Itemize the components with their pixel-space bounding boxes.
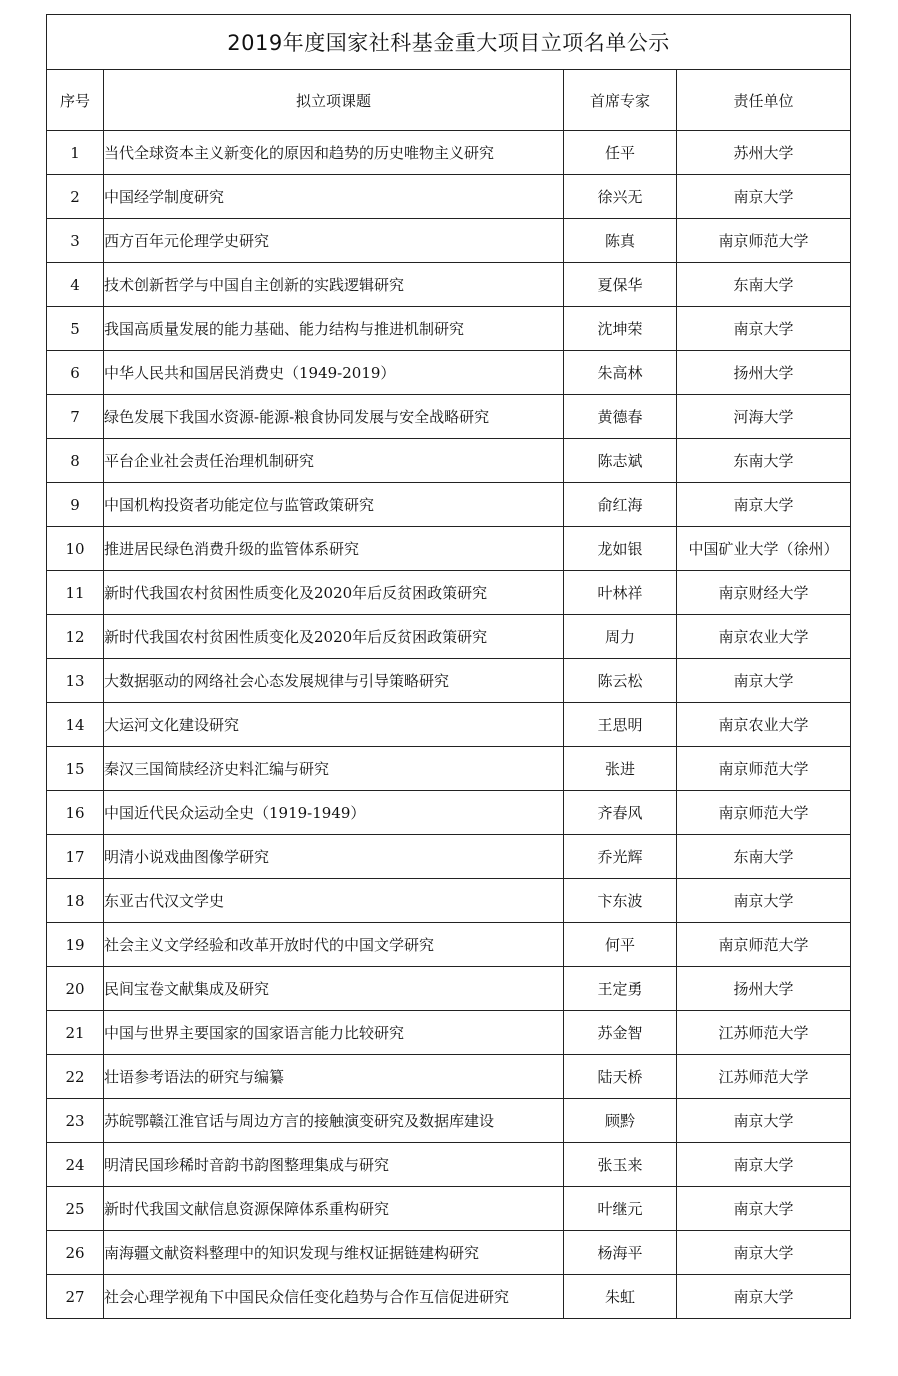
row-expert: 夏保华 [564, 263, 677, 307]
row-number: 1 [47, 131, 104, 175]
row-number: 10 [47, 527, 104, 571]
table-title: 2019年度国家社科基金重大项目立项名单公示 [47, 15, 851, 70]
row-unit: 南京师范大学 [677, 791, 851, 835]
row-number: 15 [47, 747, 104, 791]
row-expert: 顾黔 [564, 1099, 677, 1143]
row-number: 14 [47, 703, 104, 747]
table-body [47, 15, 851, 1319]
table-row [47, 615, 851, 659]
table-row [47, 131, 851, 175]
row-number: 16 [47, 791, 104, 835]
row-unit: 南京大学 [677, 483, 851, 527]
row-expert: 张玉来 [564, 1143, 677, 1187]
row-number: 27 [47, 1275, 104, 1319]
header-row [47, 70, 851, 131]
row-topic: 明清民国珍稀时音韵书韵图整理集成与研究 [104, 1143, 564, 1187]
row-number: 3 [47, 219, 104, 263]
column-header-unit: 责任单位 [677, 70, 851, 131]
table-row [47, 747, 851, 791]
table-row [47, 835, 851, 879]
column-header-expert: 首席专家 [564, 70, 677, 131]
table-row [47, 439, 851, 483]
row-expert: 叶继元 [564, 1187, 677, 1231]
row-number: 4 [47, 263, 104, 307]
row-unit: 江苏师范大学 [677, 1055, 851, 1099]
row-expert: 陈真 [564, 219, 677, 263]
row-expert: 朱高林 [564, 351, 677, 395]
column-header-no: 序号 [47, 70, 104, 131]
row-unit: 扬州大学 [677, 967, 851, 1011]
table-row [47, 1055, 851, 1099]
row-number: 18 [47, 879, 104, 923]
row-unit: 南京师范大学 [677, 219, 851, 263]
table-row [47, 1275, 851, 1319]
row-topic: 中国近代民众运动全史（1919-1949） [104, 791, 564, 835]
row-expert: 俞红海 [564, 483, 677, 527]
row-number: 17 [47, 835, 104, 879]
table-row [47, 307, 851, 351]
row-number: 20 [47, 967, 104, 1011]
row-topic: 新时代我国农村贫困性质变化及2020年后反贫困政策研究 [104, 571, 564, 615]
row-expert: 陈志斌 [564, 439, 677, 483]
table-row [47, 923, 851, 967]
row-topic: 社会心理学视角下中国民众信任变化趋势与合作互信促进研究 [104, 1275, 564, 1319]
row-number: 19 [47, 923, 104, 967]
row-unit: 南京大学 [677, 1099, 851, 1143]
row-unit: 东南大学 [677, 263, 851, 307]
table-row [47, 571, 851, 615]
row-topic: 平台企业社会责任治理机制研究 [104, 439, 564, 483]
row-number: 24 [47, 1143, 104, 1187]
project-list-table [46, 14, 851, 1319]
row-number: 8 [47, 439, 104, 483]
row-topic: 当代全球资本主义新变化的原因和趋势的历史唯物主义研究 [104, 131, 564, 175]
row-expert: 叶林祥 [564, 571, 677, 615]
row-number: 23 [47, 1099, 104, 1143]
table-row [47, 703, 851, 747]
row-expert: 苏金智 [564, 1011, 677, 1055]
row-number: 6 [47, 351, 104, 395]
table-row [47, 219, 851, 263]
column-header-topic: 拟立项课题 [104, 70, 564, 131]
table-row [47, 1231, 851, 1275]
row-expert: 卞东波 [564, 879, 677, 923]
row-topic: 我国高质量发展的能力基础、能力结构与推进机制研究 [104, 307, 564, 351]
row-topic: 中华人民共和国居民消费史（1949-2019） [104, 351, 564, 395]
row-number: 25 [47, 1187, 104, 1231]
row-unit: 河海大学 [677, 395, 851, 439]
row-topic: 壮语参考语法的研究与编纂 [104, 1055, 564, 1099]
row-number: 22 [47, 1055, 104, 1099]
table-row [47, 1143, 851, 1187]
row-number: 5 [47, 307, 104, 351]
row-unit: 南京师范大学 [677, 747, 851, 791]
row-expert: 王定勇 [564, 967, 677, 1011]
row-expert: 朱虹 [564, 1275, 677, 1319]
row-unit: 南京农业大学 [677, 703, 851, 747]
row-unit: 南京大学 [677, 307, 851, 351]
row-unit: 扬州大学 [677, 351, 851, 395]
row-expert: 杨海平 [564, 1231, 677, 1275]
row-number: 9 [47, 483, 104, 527]
row-topic: 绿色发展下我国水资源-能源-粮食协同发展与安全战略研究 [104, 395, 564, 439]
row-expert: 黄德春 [564, 395, 677, 439]
row-unit: 中国矿业大学（徐州） [677, 527, 851, 571]
row-expert: 沈坤荣 [564, 307, 677, 351]
row-unit: 江苏师范大学 [677, 1011, 851, 1055]
row-topic: 大运河文化建设研究 [104, 703, 564, 747]
table-row [47, 1099, 851, 1143]
table-row [47, 527, 851, 571]
row-number: 21 [47, 1011, 104, 1055]
row-number: 2 [47, 175, 104, 219]
title-row [47, 15, 851, 70]
row-number: 7 [47, 395, 104, 439]
row-expert: 陆天桥 [564, 1055, 677, 1099]
table-row [47, 263, 851, 307]
row-expert: 王思明 [564, 703, 677, 747]
row-number: 12 [47, 615, 104, 659]
table-row [47, 175, 851, 219]
row-topic: 技术创新哲学与中国自主创新的实践逻辑研究 [104, 263, 564, 307]
row-topic: 苏皖鄂赣江淮官话与周边方言的接触演变研究及数据库建设 [104, 1099, 564, 1143]
row-topic: 东亚古代汉文学史 [104, 879, 564, 923]
table-row [47, 967, 851, 1011]
row-topic: 秦汉三国简牍经济史料汇编与研究 [104, 747, 564, 791]
row-expert: 龙如银 [564, 527, 677, 571]
row-unit: 东南大学 [677, 835, 851, 879]
row-topic: 新时代我国农村贫困性质变化及2020年后反贫困政策研究 [104, 615, 564, 659]
row-topic: 中国机构投资者功能定位与监管政策研究 [104, 483, 564, 527]
row-unit: 南京大学 [677, 1275, 851, 1319]
table-row [47, 659, 851, 703]
row-topic: 社会主义文学经验和改革开放时代的中国文学研究 [104, 923, 564, 967]
row-expert: 任平 [564, 131, 677, 175]
row-unit: 南京大学 [677, 1187, 851, 1231]
row-expert: 徐兴无 [564, 175, 677, 219]
row-expert: 张进 [564, 747, 677, 791]
row-topic: 明清小说戏曲图像学研究 [104, 835, 564, 879]
row-topic: 中国经学制度研究 [104, 175, 564, 219]
row-unit: 南京大学 [677, 1231, 851, 1275]
row-unit: 南京师范大学 [677, 923, 851, 967]
row-number: 26 [47, 1231, 104, 1275]
row-expert: 何平 [564, 923, 677, 967]
row-topic: 西方百年元伦理学史研究 [104, 219, 564, 263]
row-unit: 南京大学 [677, 879, 851, 923]
table-row [47, 351, 851, 395]
row-unit: 南京财经大学 [677, 571, 851, 615]
row-unit: 南京大学 [677, 1143, 851, 1187]
row-unit: 南京大学 [677, 175, 851, 219]
row-expert: 周力 [564, 615, 677, 659]
table-row [47, 1187, 851, 1231]
row-topic: 南海疆文献资料整理中的知识发现与维权证据链建构研究 [104, 1231, 564, 1275]
table-row [47, 483, 851, 527]
table-row [47, 395, 851, 439]
table-row [47, 1011, 851, 1055]
row-expert: 乔光辉 [564, 835, 677, 879]
row-number: 11 [47, 571, 104, 615]
row-topic: 新时代我国文献信息资源保障体系重构研究 [104, 1187, 564, 1231]
row-topic: 民间宝卷文献集成及研究 [104, 967, 564, 1011]
row-topic: 大数据驱动的网络社会心态发展规律与引导策略研究 [104, 659, 564, 703]
row-unit: 苏州大学 [677, 131, 851, 175]
row-topic: 推进居民绿色消费升级的监管体系研究 [104, 527, 564, 571]
row-topic: 中国与世界主要国家的国家语言能力比较研究 [104, 1011, 564, 1055]
row-number: 13 [47, 659, 104, 703]
table-row [47, 791, 851, 835]
row-expert: 陈云松 [564, 659, 677, 703]
table-row [47, 879, 851, 923]
row-unit: 东南大学 [677, 439, 851, 483]
row-unit: 南京农业大学 [677, 615, 851, 659]
row-unit: 南京大学 [677, 659, 851, 703]
row-expert: 齐春风 [564, 791, 677, 835]
